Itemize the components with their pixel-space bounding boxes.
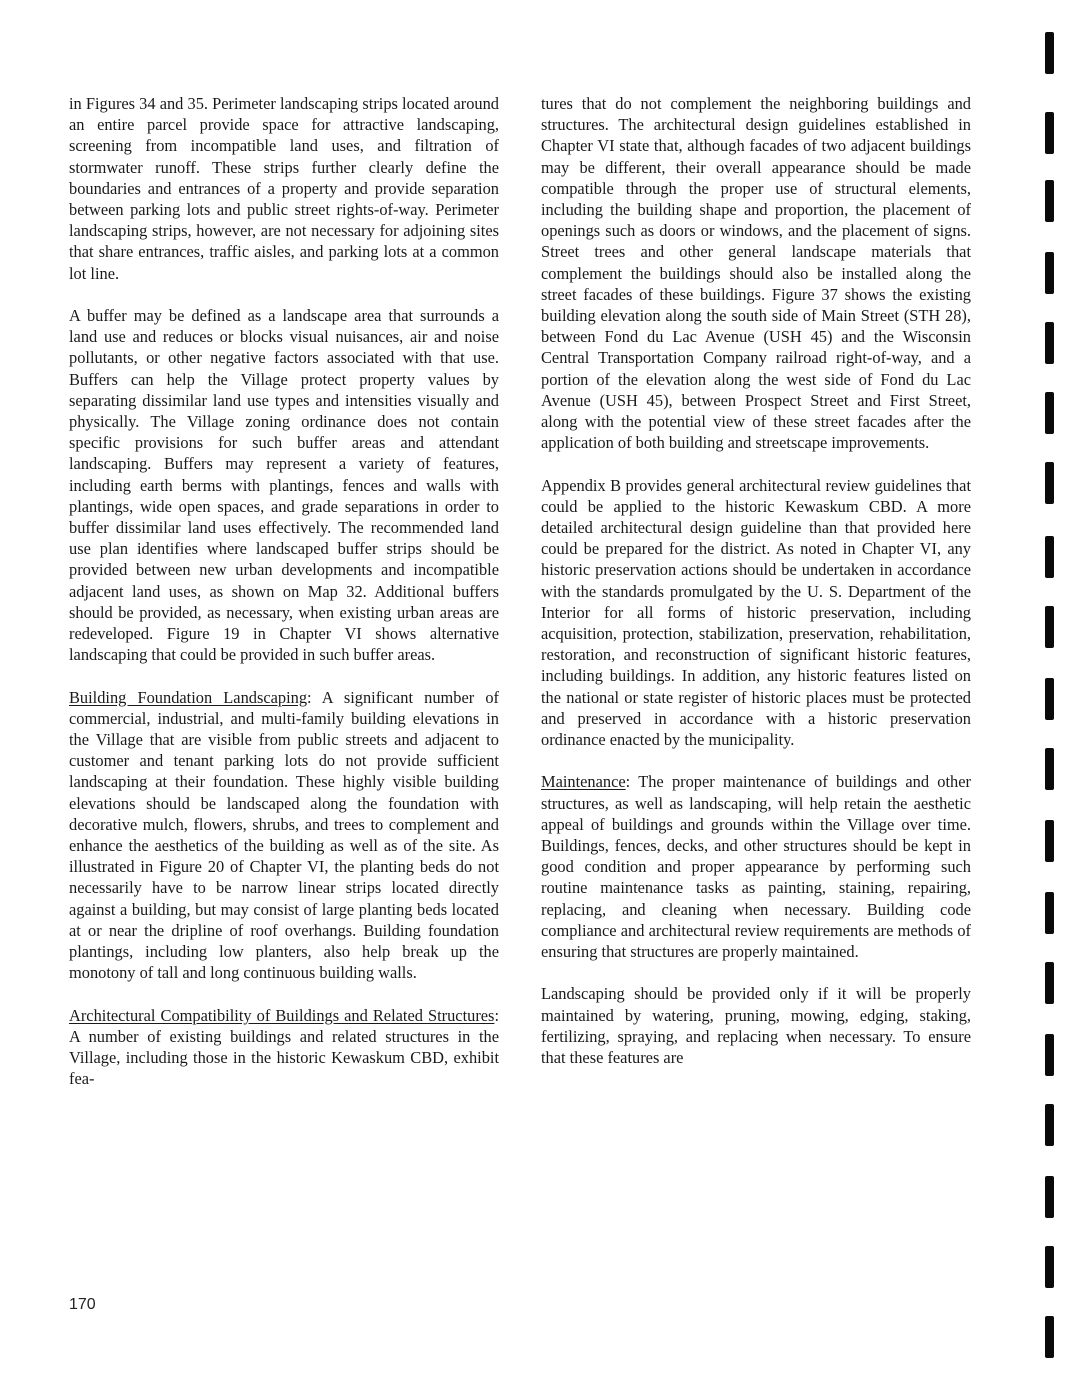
binding-mark [1045,32,1054,74]
page-number: 170 [69,1296,96,1313]
heading-maintenance: Maintenance [541,772,626,792]
binding-mark [1045,748,1054,790]
binding-mark [1045,606,1054,648]
binding-mark [1045,392,1054,434]
binding-mark [1045,1104,1054,1146]
binding-mark [1045,678,1054,720]
right-column [541,93,971,1089]
binding-mark [1045,962,1054,1004]
left-column [69,93,499,1111]
binding-mark [1045,536,1054,578]
paragraph-facade-compatibility: tures that do not complement the neighboring buildings and structures. The architectural design guidelines established in Chapter VI state that, although facades of two adjacent buildings may be different, their overall appearance should be made compatible through the proper use of structural elements, including the building shape and proportion, the placement of openings such as doors or windows, and the placement of signs. Street trees and other general landscape materials that complement the buildings should also be installed along the street facades of these buildings. Figure 37 shows the existing building elevation along the south side of Main Street (STH 28), between Fond du Lac Avenue (USH 45) and the Wisconsin Central Transportation Company railroad right-of-way, and a portion of the elevation along the west side of Fond du Lac Avenue (USH 45), between Prospect Street and First Street, along with the potential view of these street facades after the application of both building and streetscape improvements. [541,94,971,453]
paragraph-buffers: A buffer may be defined as a landscape area that surrounds a land use and reduces or blocks visual nuisances, air and noise pollutants, or other negative factors associated with that use. Buffers can help the Village protect property values by separating dissimilar land use types and intensities visually and physically. The Village zoning ordinance does not contain specific provisions for such buffer areas and attendant landscaping. Buffers may represent a variety of features, including earth berms with plantings, fences and walls with plantings, wide open spaces, and grade separations in order to buffer dissimilar land uses effectively. The recommended land use plan identifies where landscaped buffer strips should be provided between new urban developments and incompatible adjacent land uses, as shown on Map 32. Additional buffers should be provided, as necessary, when existing urban areas are redeveloped. Figure 19 in Chapter VI shows alternative landscaping that could be provided in such buffer areas. [69,306,499,665]
heading-building-foundation-landscaping: Building Foundation Landscaping [69,687,308,707]
heading-architectural-compatibility: Architectural Compatibility of Buildings and Related Structures [69,1005,495,1025]
binding-mark [1045,820,1054,862]
binding-mark [1045,252,1054,294]
binding-mark [1045,462,1054,504]
body-architectural-compatibility: : A number of existing buildings and related structures in the Village, including those in the historic Kewaskum CBD, exhibit fea- [69,1005,499,1089]
binding-mark [1045,112,1054,154]
binding-mark [1045,180,1054,222]
paragraph-appendix-b: Appendix B provides general architectural review guidelines that could be applied to the historic Kewaskum CBD. A more detailed architectural design guideline than that provided here could be prepared for the district. As noted in Chapter VI, any historic preservation actions should be undertaken in accordance with the standards promulgated by the U. S. Department of the Interior for all forms of historic preservation, including acquisition, protection, stabilization, preservation, rehabilitation, restoration, and reconstruction of significant historic features, including buildings. In addition, any historic features listed on the national or state register of historic places must be protected and preserved in accordance with a historic preservation ordinance enacted by the municipality. [541,475,971,750]
binding-mark [1045,322,1054,364]
paragraph-maintenance [541,771,971,962]
binding-mark [1045,1176,1054,1218]
paragraph-perimeter-landscaping: in Figures 34 and 35. Perimeter landscaping strips located around an entire parcel provide space for attractive landscaping, screening from incompatible land uses, and filtration of stormwater runoff. These strips further clearly define the boundaries and entrances of a property and provide separation between parking lots and public street rights-of-way. Perimeter landscaping strips, however, are not necessary for adjoining sites that share entrances, traffic aisles, and parking lots at a common lot line. [69,94,499,283]
paragraph-building-foundation [69,687,499,984]
body-maintenance: : The proper maintenance of buildings and other structures, as well as landscaping, will help retain the aesthetic appeal of buildings and grounds within the Village over time. Buildings, fences, decks, and other structures should be kept in good condition and proper appearance by performing such routine maintenance tasks as painting, staining, repairing, replacing, and cleaning when necessary. Building code compliance and architectural review requirements are methods of ensuring that structures are properly maintained. [541,772,971,962]
binding-mark [1045,1034,1054,1076]
paragraph-landscaping-maintenance: Landscaping should be provided only if it will be properly maintained by watering, pruning, mowing, edging, staking, fertilizing, spraying, and replacing when necessary. To ensure that these features are [541,984,971,1068]
binding-mark [1045,892,1054,934]
paragraph-architectural-compatibility [69,1005,499,1090]
binding-mark [1045,1316,1054,1358]
binding-mark [1045,1246,1054,1288]
body-building-foundation-landscaping: : A significant number of commercial, industrial, and multi-family building elevations in the Village that are visible from public streets and adjacent to customer and tenant parking lots do not provide sufficient landscaping at their foundation. These highly visible building elevations should be landscaped along the foundation with decorative mulch, flowers, shrubs, and trees to complement and enhance the aesthetics of the building as well as of the site. As illustrated in Figure 20 of Chapter VI, the planting beds do not necessarily have to be narrow linear strips located directly against a building, but may consist of large planting beds located at or near the dripline of roof overhangs. Building foundation plantings, including low planters, also help break up the monotony of tall and long continuous building walls. [69,687,499,983]
